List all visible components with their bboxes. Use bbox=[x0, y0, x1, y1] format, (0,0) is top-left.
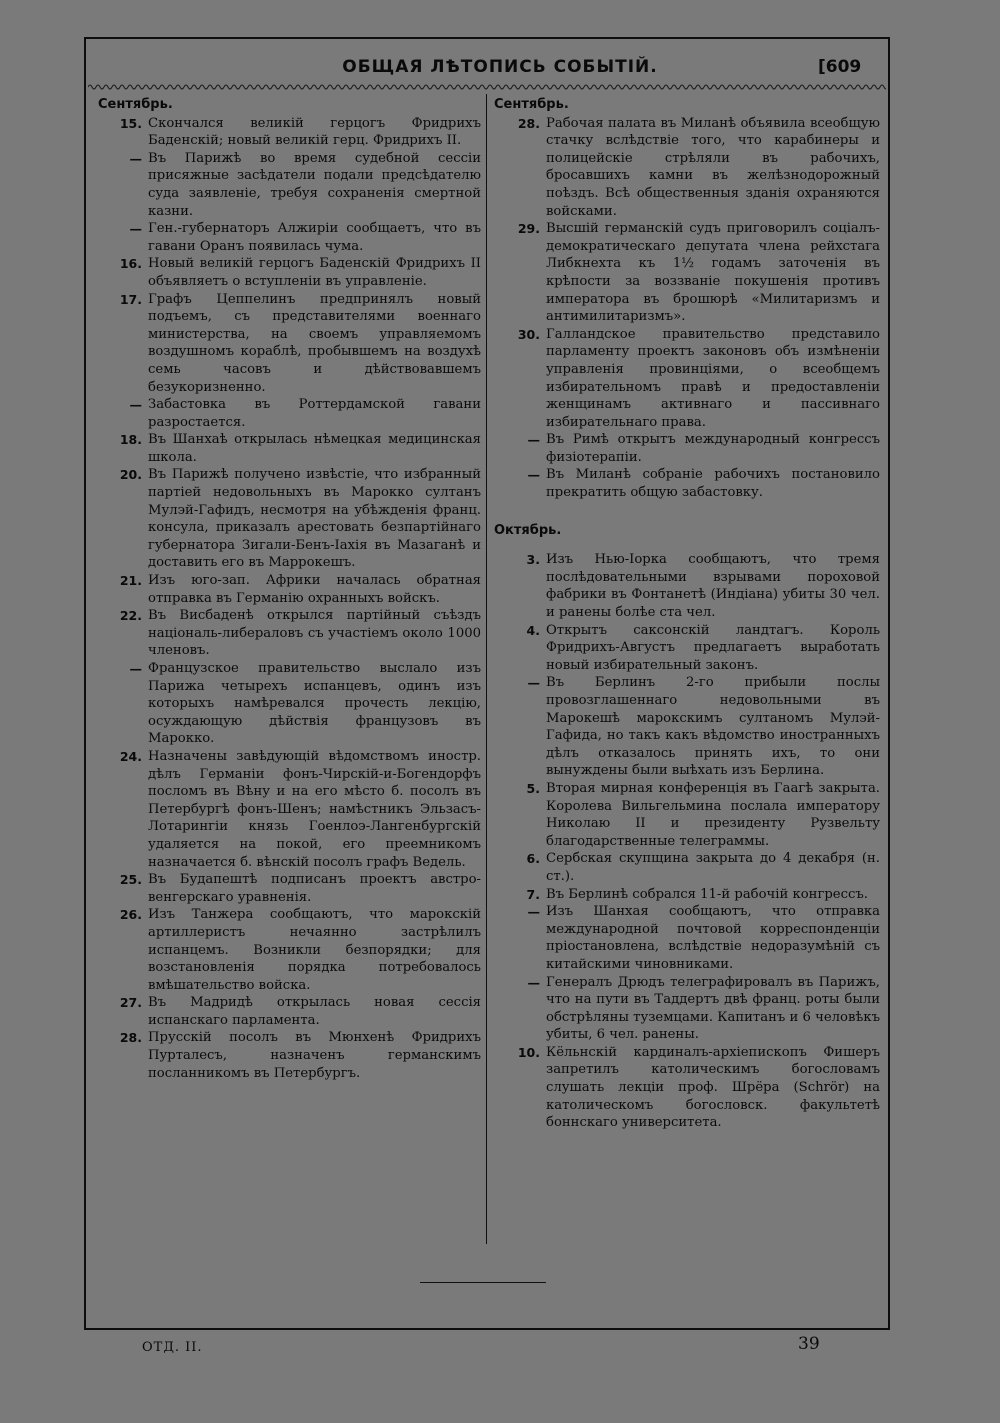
month-heading: Сентябрь. bbox=[98, 97, 173, 112]
entry-text: Изъ Танжера сообщаютъ, что марокскій артиллеристъ нечаянно застрѣлилъ испанцемъ. Возникли безпорядки; для возстановленія порядка потребовалось вмѣшательство войска. bbox=[148, 907, 481, 993]
entry-date: — bbox=[527, 974, 540, 990]
entry-text: Высшій германскій судъ приговорилъ соціалъ-демократическаго депутата члена рейхстага Либкнехта къ 1½ годамъ заточенія въ крѣпости за воззваніе покушенія противъ императора въ брошюрѣ «Милитаризмъ и антимилитаризмъ». bbox=[546, 221, 880, 325]
entry-date: 7. bbox=[526, 886, 540, 902]
entry-date: 16. bbox=[119, 256, 142, 272]
entry-list bbox=[494, 551, 880, 1132]
entry-item bbox=[98, 607, 481, 660]
entry-date: 28. bbox=[119, 1030, 142, 1046]
entry-text: Французское правительство выслало изъ Парижа четырехъ испанцевъ, одинъ изъ которыхъ намѣревался прочесть лекцію, осуждающую дѣйствія французовъ въ Марокко. bbox=[148, 661, 481, 747]
entry-item bbox=[98, 871, 481, 906]
entry-date: 21. bbox=[119, 573, 142, 589]
entry-item bbox=[98, 396, 481, 431]
entry-text: Въ Римѣ открытъ международный конгрессъ физіотерапіи. bbox=[546, 432, 880, 465]
entry-item bbox=[494, 326, 880, 432]
entry-item bbox=[98, 150, 481, 220]
entry-item bbox=[494, 551, 880, 621]
entry-list bbox=[98, 115, 481, 1083]
entry-text: Прусскій посолъ въ Мюнхенѣ Фридрихъ Пурталесъ, назначенъ германскимъ посланникомъ въ Петербургъ. bbox=[148, 1030, 481, 1081]
entry-text: Изъ юго-зап. Африки началась обратная отправка въ Германію охранныхъ войскъ. bbox=[148, 573, 481, 606]
header-wavy-rule bbox=[88, 82, 886, 92]
entry-date: 18. bbox=[119, 432, 142, 448]
entry-date: — bbox=[129, 397, 142, 413]
entry-item bbox=[494, 780, 880, 850]
entry-date: 29. bbox=[517, 221, 540, 237]
entry-item bbox=[98, 906, 481, 994]
entry-date: — bbox=[527, 675, 540, 691]
section-label: ОТД. II. bbox=[142, 1340, 203, 1355]
entry-text: Назначены завѣдующій вѣдомствомъ иностр. дѣлъ Германіи фонъ-Чирскій-и-Богендорфъ посломъ въ Вѣну и на его мѣсто б. посолъ въ Петербургѣ фонъ-Шенъ; намѣстникъ Эльзасъ-Лотарингіи князь Гоенлоэ-Лангенбургскій удаляется на покой, его преемникомъ назначается б. вѣнскій посолъ графъ Ведель. bbox=[148, 748, 481, 870]
page-number-header: [609 bbox=[818, 57, 862, 77]
entry-text: Въ Парижѣ во время судебной сессіи присяжные засѣдатели подали предсѣдателю суда заявленіе, требуя сохраненія смертной казни. bbox=[148, 150, 481, 219]
entry-text: Въ Берлинѣ собрался 11-й рабочій конгрессъ. bbox=[546, 886, 868, 902]
entry-date: — bbox=[129, 661, 142, 676]
entry-date: 22. bbox=[119, 608, 142, 624]
entry-text: Галландское правительство представило парламенту проектъ законовъ объ измѣненіи управленія провинціями, о всеобщемъ избирательномъ правѣ и предоставленіи женщинамъ активнаго и пассивнаго избирательнаго права. bbox=[546, 326, 880, 430]
entry-date: 28. bbox=[517, 115, 540, 131]
entry-item bbox=[98, 748, 481, 871]
entry-item bbox=[494, 1044, 880, 1132]
entry-date: 30. bbox=[517, 326, 540, 342]
entry-item bbox=[494, 431, 880, 466]
entry-text: Сербская скупщина закрыта до 4 декабря (н. ст.). bbox=[546, 851, 880, 884]
entry-date: — bbox=[527, 467, 540, 483]
entry-date: 10. bbox=[517, 1044, 540, 1060]
right-column bbox=[494, 96, 880, 1132]
entry-item bbox=[98, 466, 481, 572]
entry-text: Кёльнскій кардиналъ-архіепископъ Фишеръ запретилъ католическимъ богословамъ слушать лекціи проф. Шрёра (Schrör) на католическомъ богословск. факультетѣ боннскаго университета. bbox=[546, 1044, 880, 1131]
entry-text: Открытъ саксонскій ландтагъ. Король Фридрихъ-Августъ предлагаетъ выработать новый избирательный законъ. bbox=[546, 622, 880, 673]
entry-item bbox=[494, 674, 880, 780]
entry-text: Въ Миланѣ собраніе рабочихъ постановило прекратить общую забастовку. bbox=[546, 467, 880, 501]
entry-item bbox=[98, 994, 481, 1029]
entry-text: Генералъ Дрюдъ телеграфировалъ въ Парижъ, что на пути въ Таддертъ двѣ франц. роты были обстрѣляны туземцами. Капитанъ и 6 человѣкъ убиты, 6 чел. ранены. bbox=[546, 974, 880, 1043]
entry-text: Вторая мирная конференція въ Гаагѣ закрыта. Королева Вильгельмина послала императору Николаю II и президенту Рузвельту благодарственные телеграммы. bbox=[546, 780, 880, 849]
entry-date: — bbox=[129, 150, 142, 166]
entry-date: — bbox=[527, 432, 540, 448]
entry-item bbox=[494, 115, 880, 221]
entry-date: 15. bbox=[119, 115, 142, 131]
entry-date: 4. bbox=[526, 622, 540, 638]
entry-item bbox=[494, 622, 880, 675]
entry-item bbox=[494, 220, 880, 326]
entry-date: 27. bbox=[119, 995, 142, 1011]
entry-list bbox=[494, 115, 880, 502]
entry-text: Рабочая палата въ Миланѣ объявила всеобщую стачку вслѣдствіе того, что карабинеры и полицейскіе стрѣляли въ рабочихъ, бросавшихъ камни въ желѣзнодорожный поѣздъ. Всѣ общественныя зданія охраняются войсками. bbox=[546, 115, 880, 219]
entry-text: Въ Будапештѣ подписанъ проектъ австро-венгерскаго уравненія. bbox=[148, 872, 481, 905]
entry-date: — bbox=[129, 221, 142, 237]
entry-date: 6. bbox=[526, 851, 540, 867]
page-number: 39 bbox=[798, 1334, 820, 1354]
entry-date: 5. bbox=[526, 780, 540, 796]
entry-date: 3. bbox=[526, 552, 540, 568]
entry-text: Забастовка въ Роттердамской гавани разростается. bbox=[148, 397, 481, 430]
entry-text: Въ Шанхаѣ открылась нѣмецкая медицинская школа. bbox=[148, 432, 481, 465]
month-heading: Сентябрь. bbox=[494, 97, 569, 112]
entry-item bbox=[98, 1029, 481, 1082]
entry-item bbox=[494, 466, 880, 501]
entry-text: Ген.-губернаторъ Алжиріи сообщаетъ, что въ гавани Оранъ появилась чума. bbox=[148, 221, 481, 254]
entry-item bbox=[98, 660, 481, 748]
entry-text: Новый великій герцогъ Баденскій Фридрихъ II объявляетъ о вступленіи въ управленіе. bbox=[148, 256, 481, 289]
entry-item bbox=[98, 431, 481, 466]
entry-item bbox=[98, 291, 481, 397]
entry-text: Въ Берлинъ 2-го прибыли послы провозглашеннаго недовольными въ Марокешѣ марокскимъ султаномъ Мулэй-Гафида, но такъ какъ вѣдомство иностранныхъ дѣлъ отказалось принять ихъ, то они вынуждены были выѣхать изъ Берлина. bbox=[546, 675, 880, 779]
entry-date: — bbox=[527, 904, 540, 920]
month-heading: Октябрь. bbox=[494, 522, 562, 538]
left-column bbox=[98, 96, 481, 1082]
entry-item bbox=[98, 115, 481, 150]
entry-date: 17. bbox=[119, 291, 142, 307]
entry-date: 20. bbox=[119, 467, 142, 483]
entry-text: Въ Мадридѣ открылась новая сессія испанскаго парламента. bbox=[148, 995, 481, 1028]
footer-rule bbox=[420, 1282, 546, 1283]
entry-item bbox=[494, 974, 880, 1044]
entry-text: Изъ Шанхая сообщаютъ, что отправка международной почтовой корреспонденціи пріостановлена, вслѣдствіе недоразумѣній съ китайскими чиновниками. bbox=[546, 904, 880, 972]
entry-item bbox=[98, 255, 481, 290]
entry-item bbox=[494, 886, 880, 904]
entry-date: 25. bbox=[119, 872, 142, 888]
entry-text: Изъ Нью-Іорка сообщаютъ, что тремя послѣдовательными взрывами пороховой фабрики въ Фонтанетѣ (Индіана) убиты 30 чел. и ранены болѣе ста чел. bbox=[546, 552, 880, 621]
column-divider bbox=[486, 94, 487, 1244]
entry-text: Графъ Цеппелинъ предпринялъ новый подъемъ, съ представителями военнаго министерства, на своемъ управляемомъ воздушномъ кораблѣ, пробывшемъ на воздухѣ семь часовъ и дѣйствовавшемъ безукоризненно. bbox=[148, 291, 481, 395]
page-title: ОБЩАЯ ЛѢТОПИСЬ СОБЫТІЙ. bbox=[342, 57, 658, 77]
entry-text: Въ Висбаденѣ открылся партійный съѣздъ національ-либераловъ съ участіемъ около 1000 членовъ. bbox=[148, 608, 481, 659]
entry-text: Въ Парижѣ получено извѣстіе, что избранный партіей недовольныхъ въ Марокко султанъ Мулэй-Гафидъ, несмотря на убѣжденія франц. консула, приказалъ арестовать безпартійнаго губернатора Зигали-Бенъ-Іахія въ Мазаганѣ и доставить его въ Маррокешъ. bbox=[148, 467, 481, 571]
entry-item bbox=[98, 572, 481, 607]
entry-date: 24. bbox=[119, 748, 142, 764]
entry-text: Скончался великій герцогъ Фридрихъ Баденскій; новый великій герц. Фридрихъ II. bbox=[148, 115, 481, 149]
entry-item bbox=[494, 903, 880, 973]
entry-date: 26. bbox=[119, 907, 142, 923]
entry-item bbox=[494, 850, 880, 885]
entry-item bbox=[98, 220, 481, 255]
